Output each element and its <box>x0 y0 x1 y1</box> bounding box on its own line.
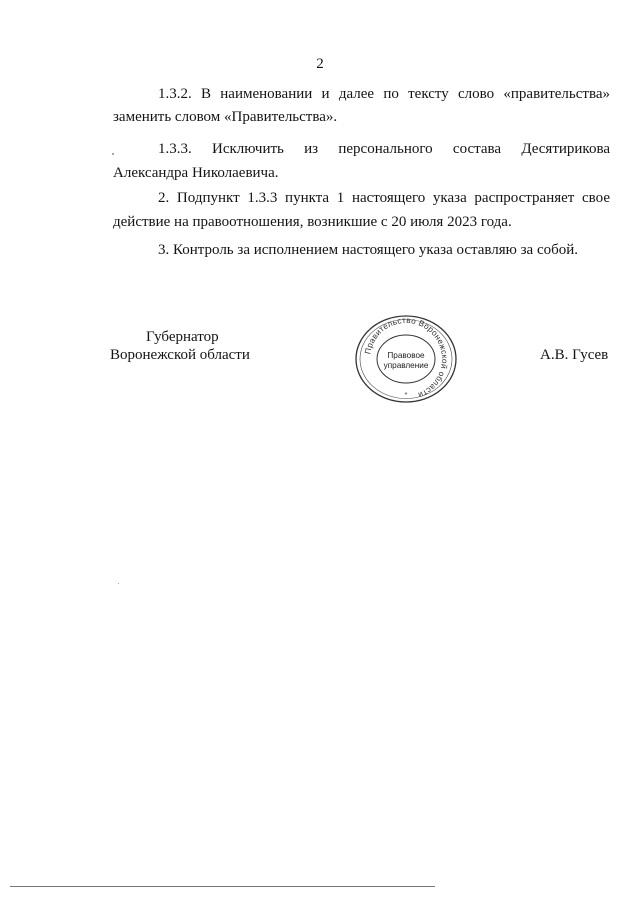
paragraph-2-line-2: действие на правоотношения, возникшие с 20 июля 2023 года. <box>113 214 512 230</box>
paragraph-1-3-3-line-2: Александра Николаевича. <box>113 165 279 181</box>
scan-speck <box>118 583 119 584</box>
svg-text:*: * <box>404 392 408 399</box>
signatory-name: А.В. Гусев <box>540 347 609 363</box>
signatory-title-line-1: Губернатор <box>146 329 219 345</box>
official-stamp <box>353 314 459 404</box>
page-number: 2 <box>316 56 324 72</box>
paragraph-1-3-2-line-1: 1.3.2. В наименовании и далее по тексту слово «правительства» <box>158 86 610 102</box>
stamp-center-line-2: управление <box>383 361 429 370</box>
stamp-ring-text: Правительство Воронежской области <box>363 315 450 400</box>
scan-speck <box>112 153 114 155</box>
paragraph-2-line-1: 2. Подпункт 1.3.3 пункта 1 настоящего указа распространяет свое <box>158 190 610 206</box>
paragraph-1-3-3-line-1: 1.3.3. Исключить из персонального состава Десятирикова <box>158 141 610 157</box>
stamp-center-line-1: Правовое <box>387 351 425 360</box>
footer-rule <box>10 886 435 887</box>
paragraph-1-3-2-line-2: заменить словом «Правительства». <box>113 109 338 125</box>
signatory-title-line-2: Воронежской области <box>110 347 250 363</box>
paragraph-3: 3. Контроль за исполнением настоящего указа оставляю за собой. <box>158 242 579 258</box>
